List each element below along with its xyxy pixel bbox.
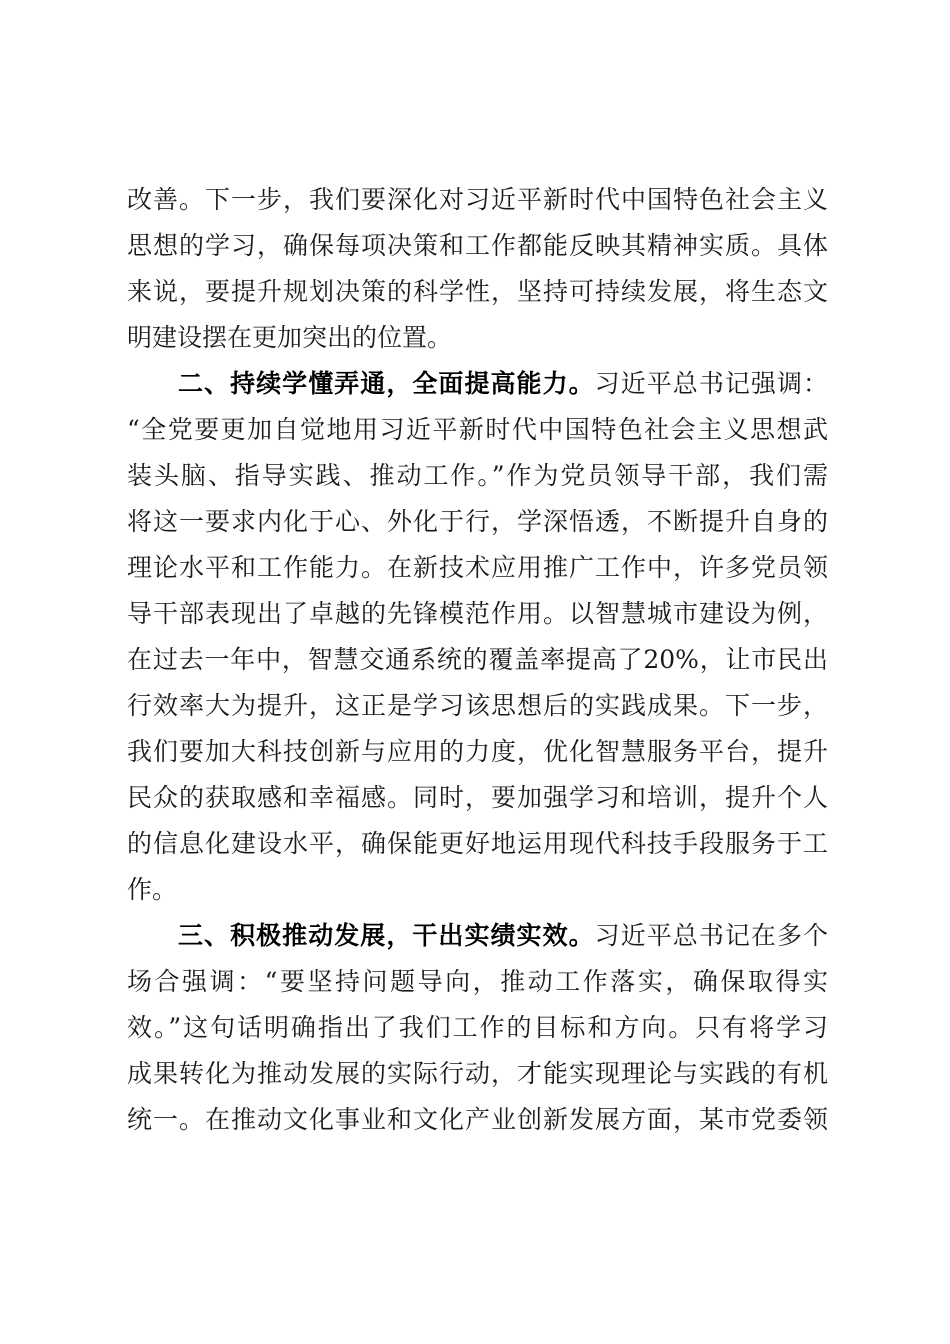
paragraph-line: 理论水平和工作能力。在新技术应用推广工作中，许多党员领	[127, 553, 828, 582]
paragraph-line: 来说，要提升规划决策的科学性，坚持可持续发展，将生态文	[127, 277, 828, 306]
paragraph-line: “全党要更加自觉地用习近平新时代中国特色社会主义思想武	[127, 415, 828, 444]
paragraph-line: 场合强调：“要坚持问题导向，推动工作落实，确保取得实	[127, 967, 828, 996]
paragraph-line: 装头脑、指导实践、推动工作。”作为党员领导干部，我们需	[127, 461, 828, 490]
paragraph-line: 改善。下一步，我们要深化对习近平新时代中国特色社会主义	[127, 185, 828, 214]
section-3-heading: 三、积极推动发展，干出实绩实效。	[178, 921, 595, 950]
section-2-heading: 二、持续学懂弄通，全面提高能力。	[178, 369, 595, 398]
paragraph-line: 在过去一年中，智慧交通系统的覆盖率提高了20%，让市民出	[127, 645, 828, 674]
section-3-first-line-text: 习近平总书记在多个	[594, 921, 828, 950]
paragraph-line: 统一。在推动文化事业和文化产业创新发展方面，某市党委领	[127, 1105, 828, 1134]
paragraph-line: 我们要加大科技创新与应用的力度，优化智慧服务平台，提升	[127, 737, 828, 766]
paragraph-line: 将这一要求内化于心、外化于行，学深悟透，不断提升自身的	[127, 507, 828, 536]
paragraph-line: 明建设摆在更加突出的位置。	[127, 323, 453, 352]
paragraph-line: 导干部表现出了卓越的先锋模范作用。以智慧城市建设为例，	[127, 599, 828, 628]
section-3-first-line	[178, 916, 828, 956]
paragraph-line: 思想的学习，确保每项决策和工作都能反映其精神实质。具体	[127, 231, 828, 260]
paragraph-line: 作。	[127, 875, 178, 904]
paragraph-line: 成果转化为推动发展的实际行动，才能实现理论与实践的有机	[127, 1059, 828, 1088]
paragraph-line: 效。”这句话明确指出了我们工作的目标和方向。只有将学习	[127, 1013, 828, 1042]
paragraph-line: 的信息化建设水平，确保能更好地运用现代科技手段服务于工	[127, 829, 828, 858]
paragraph-line: 行效率大为提升，这正是学习该思想后的实践成果。下一步，	[127, 691, 828, 720]
section-2-first-line-text: 习近平总书记强调：	[594, 369, 828, 398]
section-2-first-line	[178, 364, 828, 404]
paragraph-line: 民众的获取感和幸福感。同时，要加强学习和培训，提升个人	[127, 783, 828, 812]
